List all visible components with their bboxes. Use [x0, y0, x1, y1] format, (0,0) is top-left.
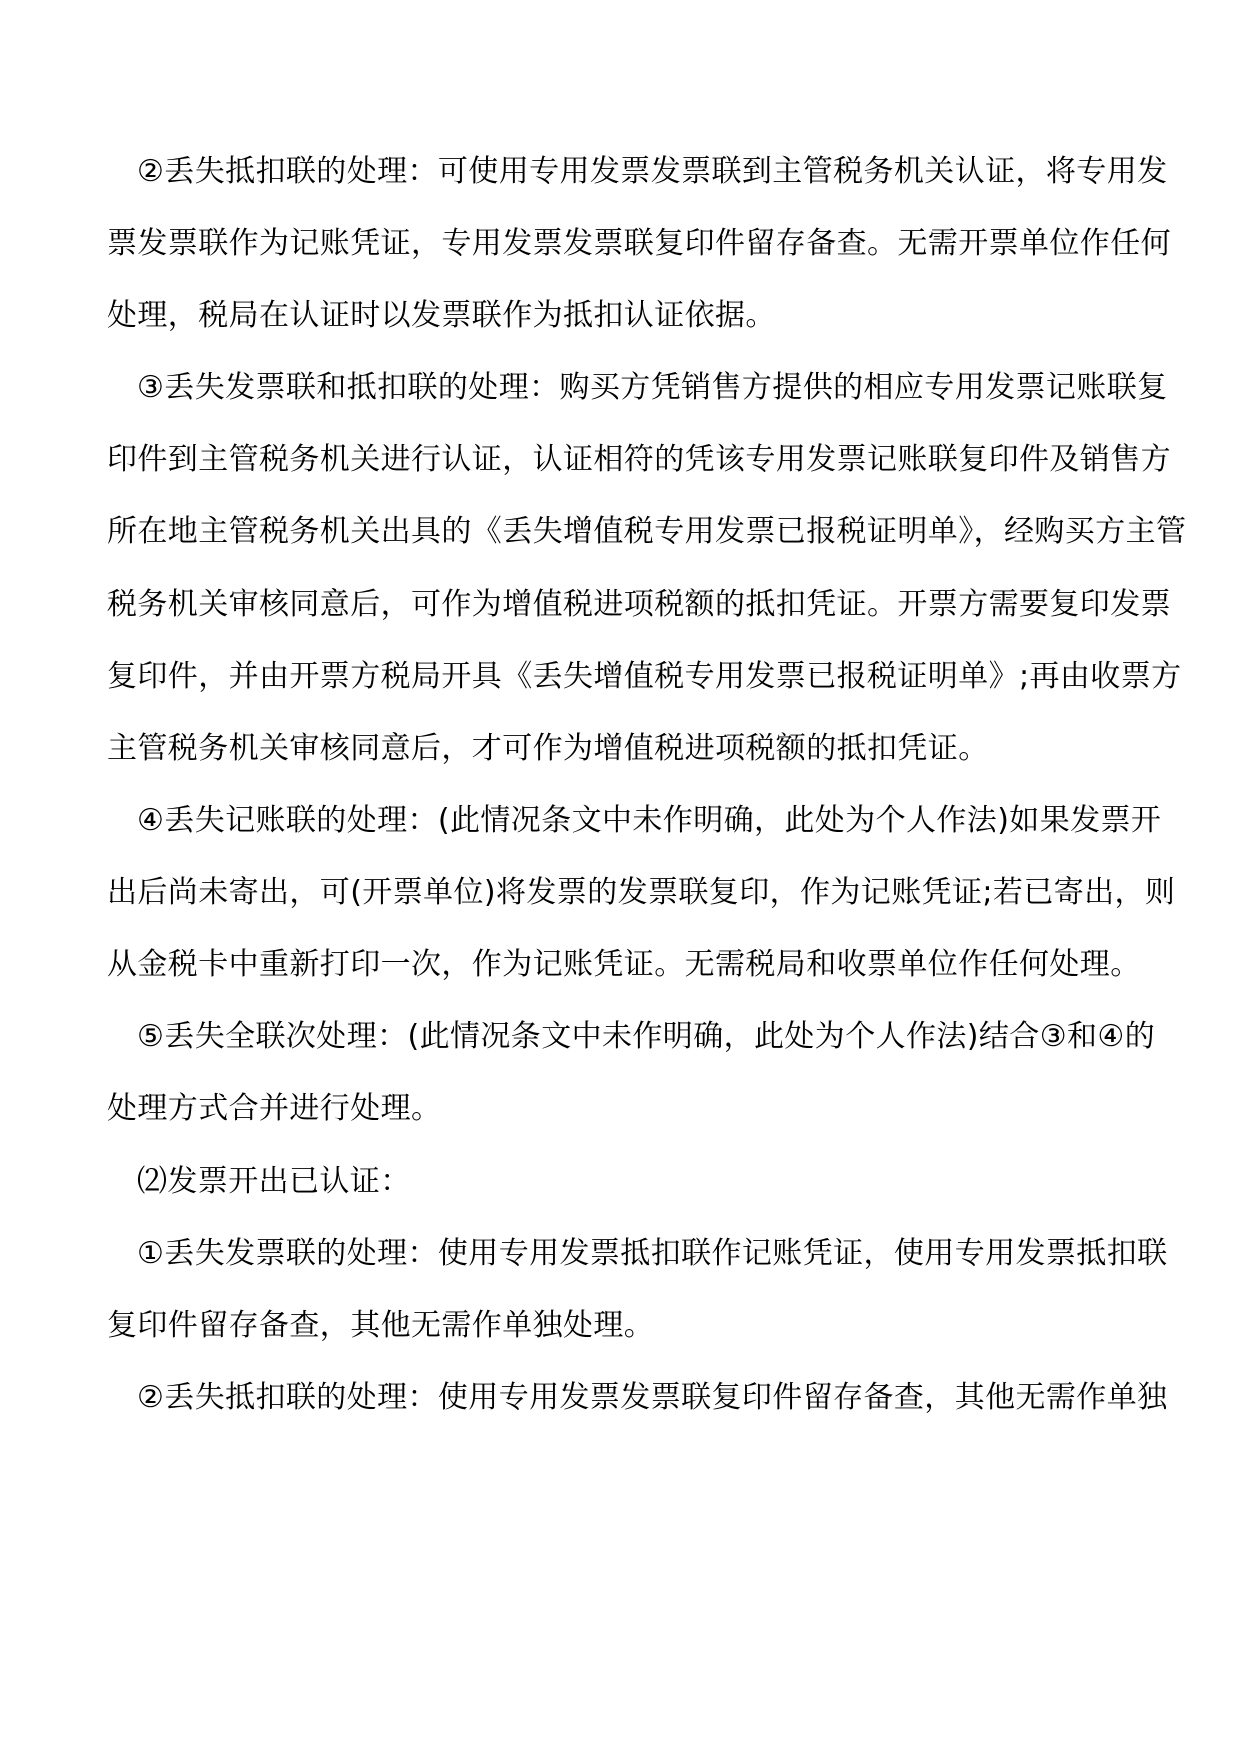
- paragraph-line: ①丢失发票联的处理：使用专用发票抵扣联作记账凭证，使用专用发票抵扣联: [137, 1236, 1168, 1271]
- paragraph-line: 出后尚未寄出，可(开票单位)将发票的发票联复印，作为记账凭证;若已寄出，则: [107, 875, 1176, 910]
- paragraph-line: ②丢失抵扣联的处理：可使用专用发票发票联到主管税务机关认证，将专用发: [137, 154, 1168, 189]
- paragraph-line: ⑤丢失全联次处理：(此情况条文中未作明确，此处为个人作法)结合③和④的: [137, 1019, 1156, 1054]
- paragraph-line: 处理，税局在认证时以发票联作为抵扣认证依据。: [107, 298, 776, 333]
- paragraph-line: 处理方式合并进行处理。: [107, 1091, 442, 1126]
- paragraph-line: 主管税务机关审核同意后，才可作为增值税进项税额的抵扣凭证。: [107, 731, 989, 766]
- paragraph-line: 印件到主管税务机关进行认证，认证相符的凭该专用发票记账联复印件及销售方: [107, 442, 1171, 477]
- paragraph-line: 所在地主管税务机关出具的《丢失增值税专用发票已报税证明单》，经购买方主管: [107, 514, 1187, 549]
- section-heading: ⑵发票开出已认证：: [137, 1164, 411, 1199]
- paragraph-line: 票发票联作为记账凭证，专用发票发票联复印件留存备查。无需开票单位作任何: [107, 226, 1171, 261]
- paragraph-line: 复印件留存备查，其他无需作单独处理。: [107, 1308, 655, 1343]
- paragraph-line: ③丢失发票联和抵扣联的处理：购买方凭销售方提供的相应专用发票记账联复: [137, 370, 1168, 405]
- paragraph-line: ④丢失记账联的处理：(此情况条文中未作明确，此处为个人作法)如果发票开: [137, 803, 1162, 838]
- paragraph-line: 从金税卡中重新打印一次，作为记账凭证。无需税局和收票单位作任何处理。: [107, 947, 1141, 982]
- paragraph-line: ②丢失抵扣联的处理：使用专用发票发票联复印件留存备查，其他无需作单独: [137, 1380, 1168, 1415]
- paragraph-line: 税务机关审核同意后，可作为增值税进项税额的抵扣凭证。开票方需要复印发票: [107, 587, 1171, 622]
- paragraph-line: 复印件，并由开票方税局开具《丢失增值税专用发票已报税证明单》;再由收票方: [107, 659, 1182, 694]
